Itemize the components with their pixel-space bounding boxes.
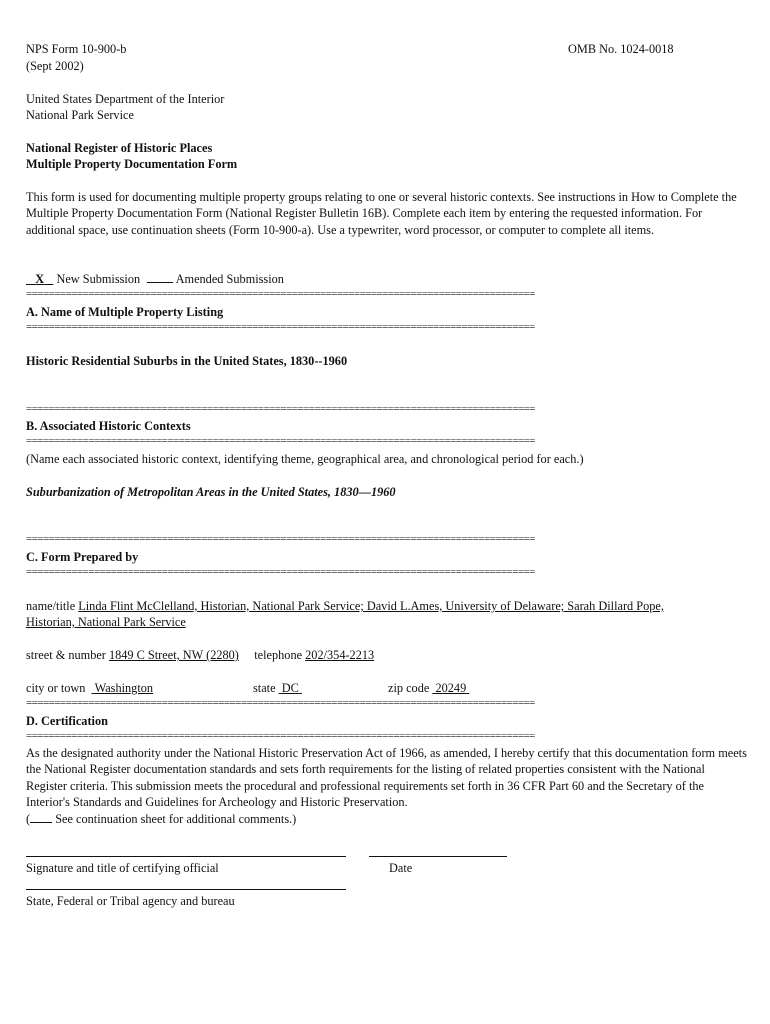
street-label: street & number <box>26 648 106 662</box>
form-title-line2: Multiple Property Documentation Form <box>26 157 238 171</box>
state-value[interactable]: DC <box>281 681 299 695</box>
divider: ========================================================================================== <box>26 732 535 740</box>
amended-submission-label: Amended Submission <box>175 272 284 286</box>
signature-line[interactable] <box>26 856 346 857</box>
continuation-checkbox[interactable] <box>30 822 52 823</box>
divider: ========================================================================================== <box>26 405 535 413</box>
name-title-label: name/title <box>26 599 76 613</box>
section-b-heading: B. Associated Historic Contexts <box>26 419 191 433</box>
city-label-group <box>26 680 162 696</box>
divider: ========================================================================================== <box>26 568 535 576</box>
form-number: NPS Form 10-900-b <box>26 42 127 56</box>
name-title-field <box>26 598 664 614</box>
certification-text: As the designated authority under the National Historic Preservation Act of 1966, as amended, I hereby certify that this documentation form meets the National Register documentation standards and sets forth requirements for the listing of related properties consistent with the National Register criteria. This submission meets the procedural and professional requirements set forth in 36 CFR Part 60 and the Secretary of the Interior's Standards and Guidelines for Archeology and Historic Preservation. <box>26 746 747 810</box>
zip-value[interactable]: 20249 <box>435 681 467 695</box>
date-label: Date <box>389 861 413 875</box>
form-date: (Sept 2002) <box>26 59 84 73</box>
divider: ========================================================================================== <box>26 535 535 543</box>
section-a-heading: A. Name of Multiple Property Listing <box>26 305 224 319</box>
continuation-note: ( See continuation sheet for additional comments.) <box>26 812 297 826</box>
state-label: state <box>253 681 276 695</box>
date-line[interactable] <box>369 856 507 857</box>
street-value[interactable]: 1849 C Street, NW (2280) <box>108 648 239 662</box>
street-telephone-field <box>26 647 374 663</box>
intro-paragraph: This form is used for documenting multiple property groups relating to one or several historic contexts. See instructions in How to Complete the Multiple Property Documentation Form (National Register Bulletin 16B). Complete each item by entering the requested information. For additional space, use continuation sheets (Form 10-900-a). Use a typewriter, word processor, or computer to complete all items. <box>26 190 737 237</box>
multiple-property-name[interactable]: Historic Residential Suburbs in the United States, 1830--1960 <box>26 354 348 368</box>
name-title-value[interactable]: Linda Flint McClelland, Historian, National Park Service; David L.Ames, University of Delaware; Sarah Dillard Pope, <box>78 599 664 613</box>
new-submission-label: New Submission <box>56 272 141 286</box>
zip-field <box>388 680 469 696</box>
name-title-value-cont[interactable]: Historian, National Park Service <box>26 615 186 629</box>
new-submission-checkbox[interactable]: X <box>35 272 45 286</box>
divider: ========================================================================================== <box>26 323 535 331</box>
divider: ========================================================================================== <box>26 290 535 298</box>
amended-submission-checkbox[interactable] <box>147 282 173 283</box>
telephone-value[interactable]: 202/354-2213 <box>305 648 375 662</box>
omb-number: OMB No. 1024-0018 <box>568 42 674 56</box>
telephone-label: telephone <box>254 648 303 662</box>
state-field <box>253 680 302 696</box>
section-c-heading: C. Form Prepared by <box>26 550 139 564</box>
divider: ========================================================================================== <box>26 699 535 707</box>
form-title-line1: National Register of Historic Places <box>26 141 213 155</box>
service-name: National Park Service <box>26 108 134 122</box>
department-name: United States Department of the Interior <box>26 92 225 106</box>
divider: ========================================================================================== <box>26 437 535 445</box>
submission-type <box>26 271 284 287</box>
city-value[interactable]: Washington <box>94 681 154 695</box>
section-d-heading: D. Certification <box>26 714 108 728</box>
zip-label: zip code <box>388 681 430 695</box>
section-b-instruction: (Name each associated historic context, identifying theme, geographical area, and chronological period for each.) <box>26 452 584 466</box>
historic-context-value[interactable]: Suburbanization of Metropolitan Areas in the United States, 1830—1960 <box>26 485 396 499</box>
signature-label: Signature and title of certifying official <box>26 861 219 875</box>
city-label: city or town <box>26 681 86 695</box>
agency-line[interactable] <box>26 889 346 890</box>
agency-label: State, Federal or Tribal agency and bureau <box>26 894 235 908</box>
